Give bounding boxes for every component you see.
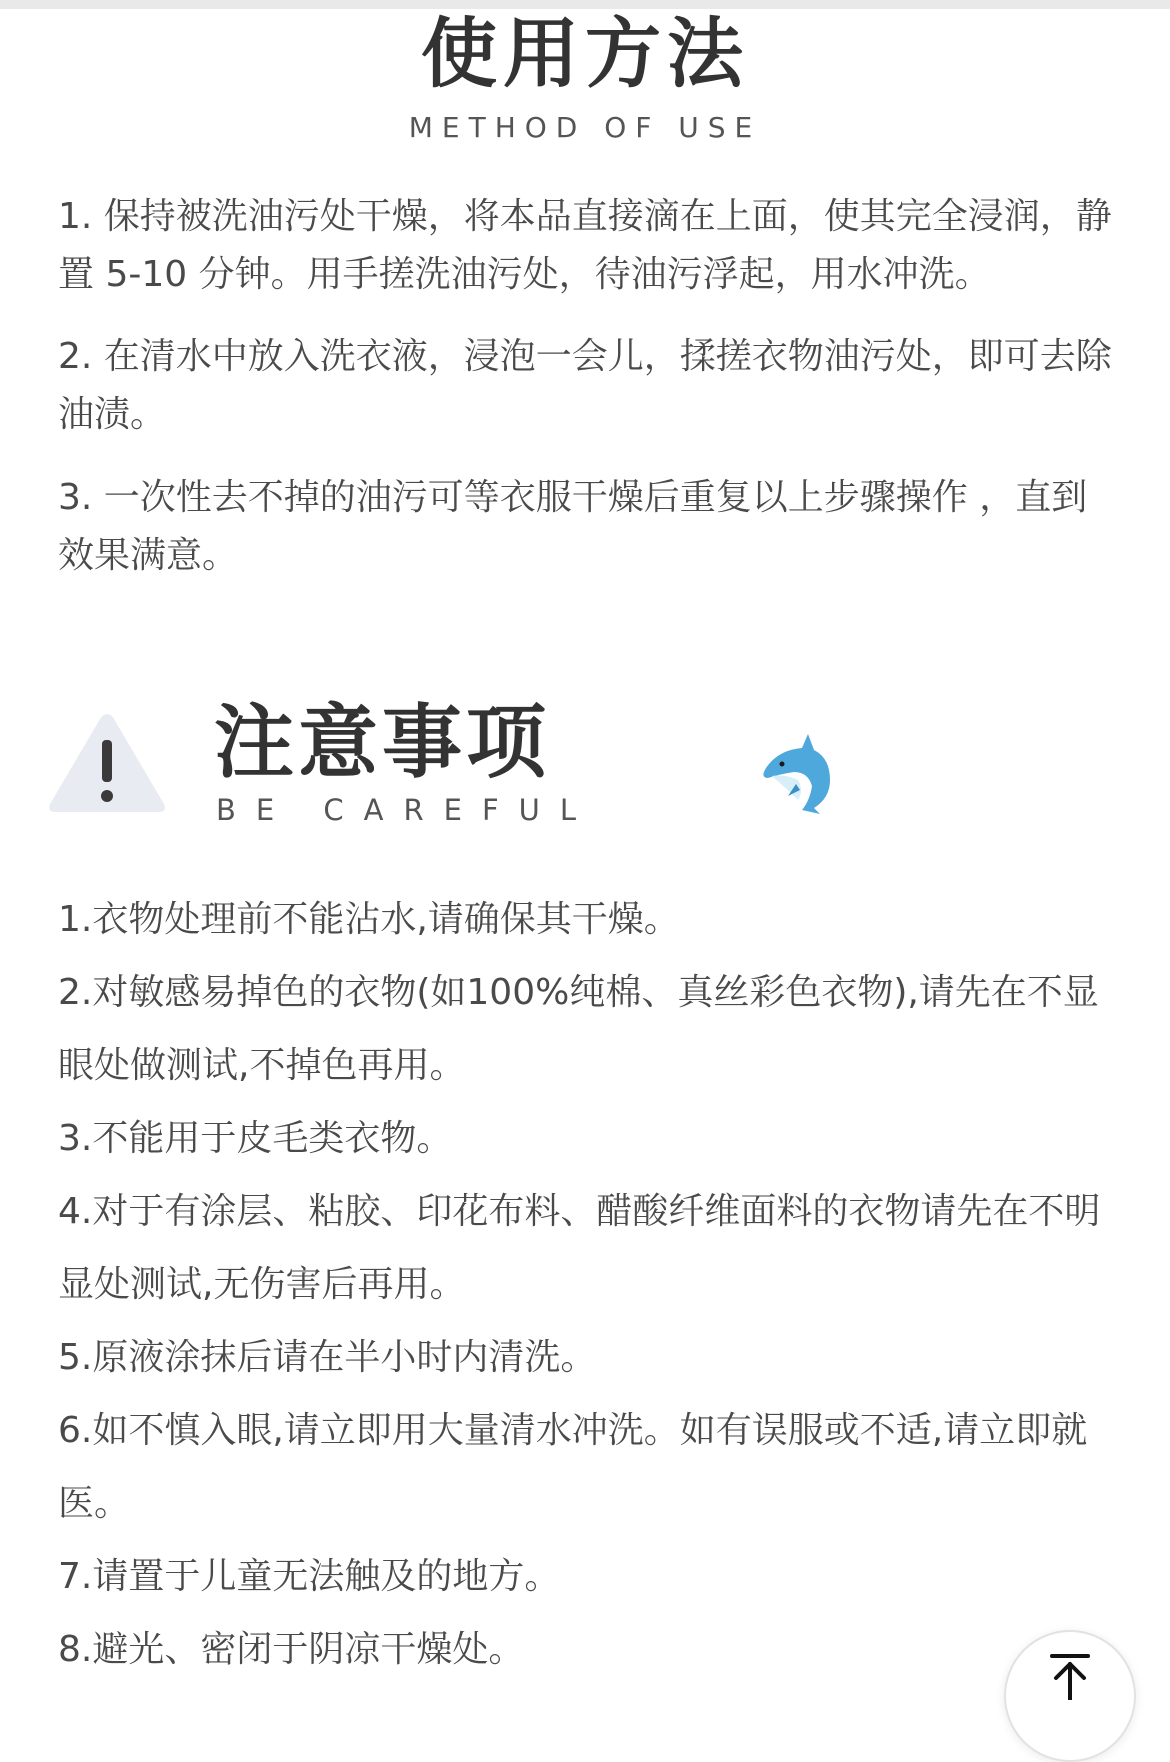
careful-note-5: 5.原液涂抹后请在半小时内清洗。 [58,1337,597,1378]
careful-subtitle: BE CAREFUL [216,793,597,827]
warning-triangle-icon [44,708,170,818]
top-divider-bar [0,0,1170,9]
careful-note-7: 7.请置于儿童无法触及的地方。 [58,1556,561,1597]
method-step-3: 3. 一次性去不掉的油污可等衣服干燥后重复以上步骤操作 ，直到效果满意。 [58,477,1088,576]
careful-note-6: 6.如不慎入眼,请立即用大量清水冲洗。如有误服或不适,请立即就医。 [58,1410,1088,1524]
method-step-2: 2. 在清水中放入洗衣液，浸泡一会儿，揉搓衣物油污处，即可去除油渍。 [58,336,1112,435]
dolphin-icon [758,728,838,814]
careful-title: 注意事项 [214,696,550,789]
careful-note-4: 4.对于有涂层、粘胶、印花布料、醋酸纤维面料的衣物请先在不明显处测试,无伤害后再用。 [58,1191,1101,1305]
method-step-1: 1. 保持被洗油污处干燥，将本品直接滴在上面，使其完全浸润，静置 5-10 分钟。用手搓洗油污处，待油污浮起，用水冲洗。 [58,196,1112,295]
back-to-top-button[interactable] [1004,1630,1136,1762]
careful-note-3: 3.不能用于皮毛类衣物。 [58,1118,453,1159]
method-subtitle: METHOD OF USE [408,111,762,144]
method-title: 使用方法 [421,9,749,98]
careful-note-8: 8.避光、密闭于阴凉干燥处。 [58,1629,525,1670]
arrow-up-icon [1046,1652,1094,1700]
careful-note-2: 2.对敏感易掉色的衣物(如100%纯棉、真丝彩色衣物),请先在不显眼处做测试,不掉色再用。 [58,972,1099,1086]
careful-note-1: 1.衣物处理前不能沾水,请确保其干燥。 [58,899,680,940]
